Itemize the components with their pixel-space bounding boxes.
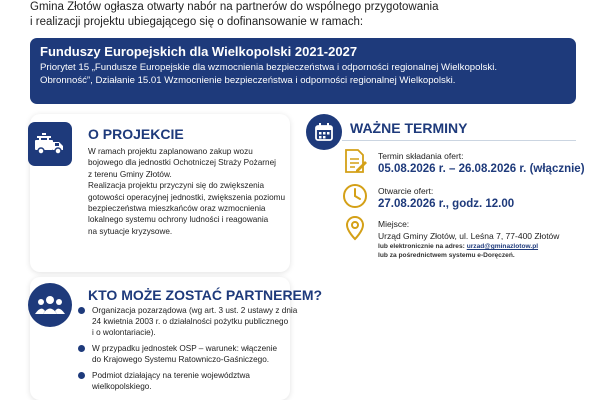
bullet-icon [78,372,85,379]
project-card [30,114,290,272]
location-pin-icon [342,215,368,241]
banner-text [40,61,566,87]
terms-divider [342,140,576,141]
people-group-icon [28,283,72,327]
intro-line-2: i realizacji projektu ubiegającego się o dofinansowanie w ramach: [30,16,364,28]
calendar-icon [306,114,342,150]
opening-label: Otwarcie ofert: [378,186,434,196]
clock-icon [342,183,368,209]
email-prefix: lub elektronicznie na adres: [378,243,465,250]
intro-text [30,0,438,30]
email-row [378,242,559,251]
criteria-line: do Krajowego Systemu Ratowniczo-Gaśniczego. [92,355,270,364]
project-line: Realizacja projektu przyczyni się do zwiększenia [88,181,265,191]
project-description [88,146,285,237]
banner-title: Funduszy Europejskich dla Wielkopolski 2021-2027 [40,44,358,59]
project-line: z terenu Gminy Złotów. [88,169,172,179]
criteria-line: Podmiot działający na terenie województwa [92,371,250,380]
terms-heading: WAŻNE TERMINY [350,120,468,136]
project-line: na sytuacje kryzysowe. [88,226,173,236]
fire-truck-icon [28,122,72,166]
intro-line-1: Gmina Złotów ogłasza otwarty nabór na partnerów do wspólnego przygotowania [30,1,439,13]
document-pen-icon [342,148,368,174]
criteria-line: W przypadku jednostek OSP – warunek: włączenie [92,344,278,353]
banner-line-1: Priorytet 15 „Fundusze Europejskie dla wzmocnienia bezpieczeństwa i odporności regionalnej Wielkopolski. [40,62,498,73]
program-banner [30,38,576,104]
project-line: lokalnego systemu ochrony ludności i reagowania [88,215,269,225]
project-line: gotowości operacyjnej jednostki, zwiększenia poziomu [88,192,286,202]
partner-criteria-list [78,305,297,397]
criteria-line: Organizacja pozarządowa (wg art. 3 ust. 2 ustawy z dnia [92,306,298,315]
criteria-line: wielkopolskiego. [92,382,152,391]
criteria-line: i o wolontariacie). [92,328,156,337]
submission-dates-row [378,162,585,177]
banner-line-2: Obronność”, Działanie 15.01 Wzmocnienie bezpieczeństwa i odporności regionalnej Wielkopolski. [40,75,456,86]
bullet-icon [78,307,85,314]
submission-note: (włącznie) [529,163,585,175]
partner-heading: KTO MOŻE ZOSTAĆ PARTNEREM? [88,287,323,303]
submission-label: Termin składania ofert: [378,151,464,161]
project-line: bezpieczeństwa mieszkańców oraz wzmocnienia [88,204,266,214]
place-term [378,218,559,260]
list-item [78,343,297,365]
list-item [78,370,297,392]
project-line: bojowego dla jednostki Ochotniczej Straży Pożarnej [88,158,276,168]
email-link[interactable]: urzad@gminazlotow.pl [466,243,539,250]
place-label: Miejsce: [378,219,410,229]
list-item [78,305,297,338]
project-line: W ramach projektu zaplanowano zakup wozu [88,147,253,156]
opening-value: 27.08.2026 r., godz. 12.00 [378,198,515,210]
submission-term [378,150,585,177]
partner-card [30,277,323,400]
opening-term [378,185,514,212]
submission-dates: 05.08.2026 r. – 26.08.2026 r. [378,163,527,175]
place-value: Urząd Gminy Złotów, ul. Leśna 7, 77-400 Złotów [378,231,560,241]
edoreczenia-text: lub za pośrednictwem systemu e-Doręczeń. [378,252,515,259]
project-heading: O PROJEKCIE [88,126,184,142]
criteria-line: 24 kwietnia 2003 r. o działalności pożytku publicznego [92,317,289,326]
bullet-icon [78,345,85,352]
